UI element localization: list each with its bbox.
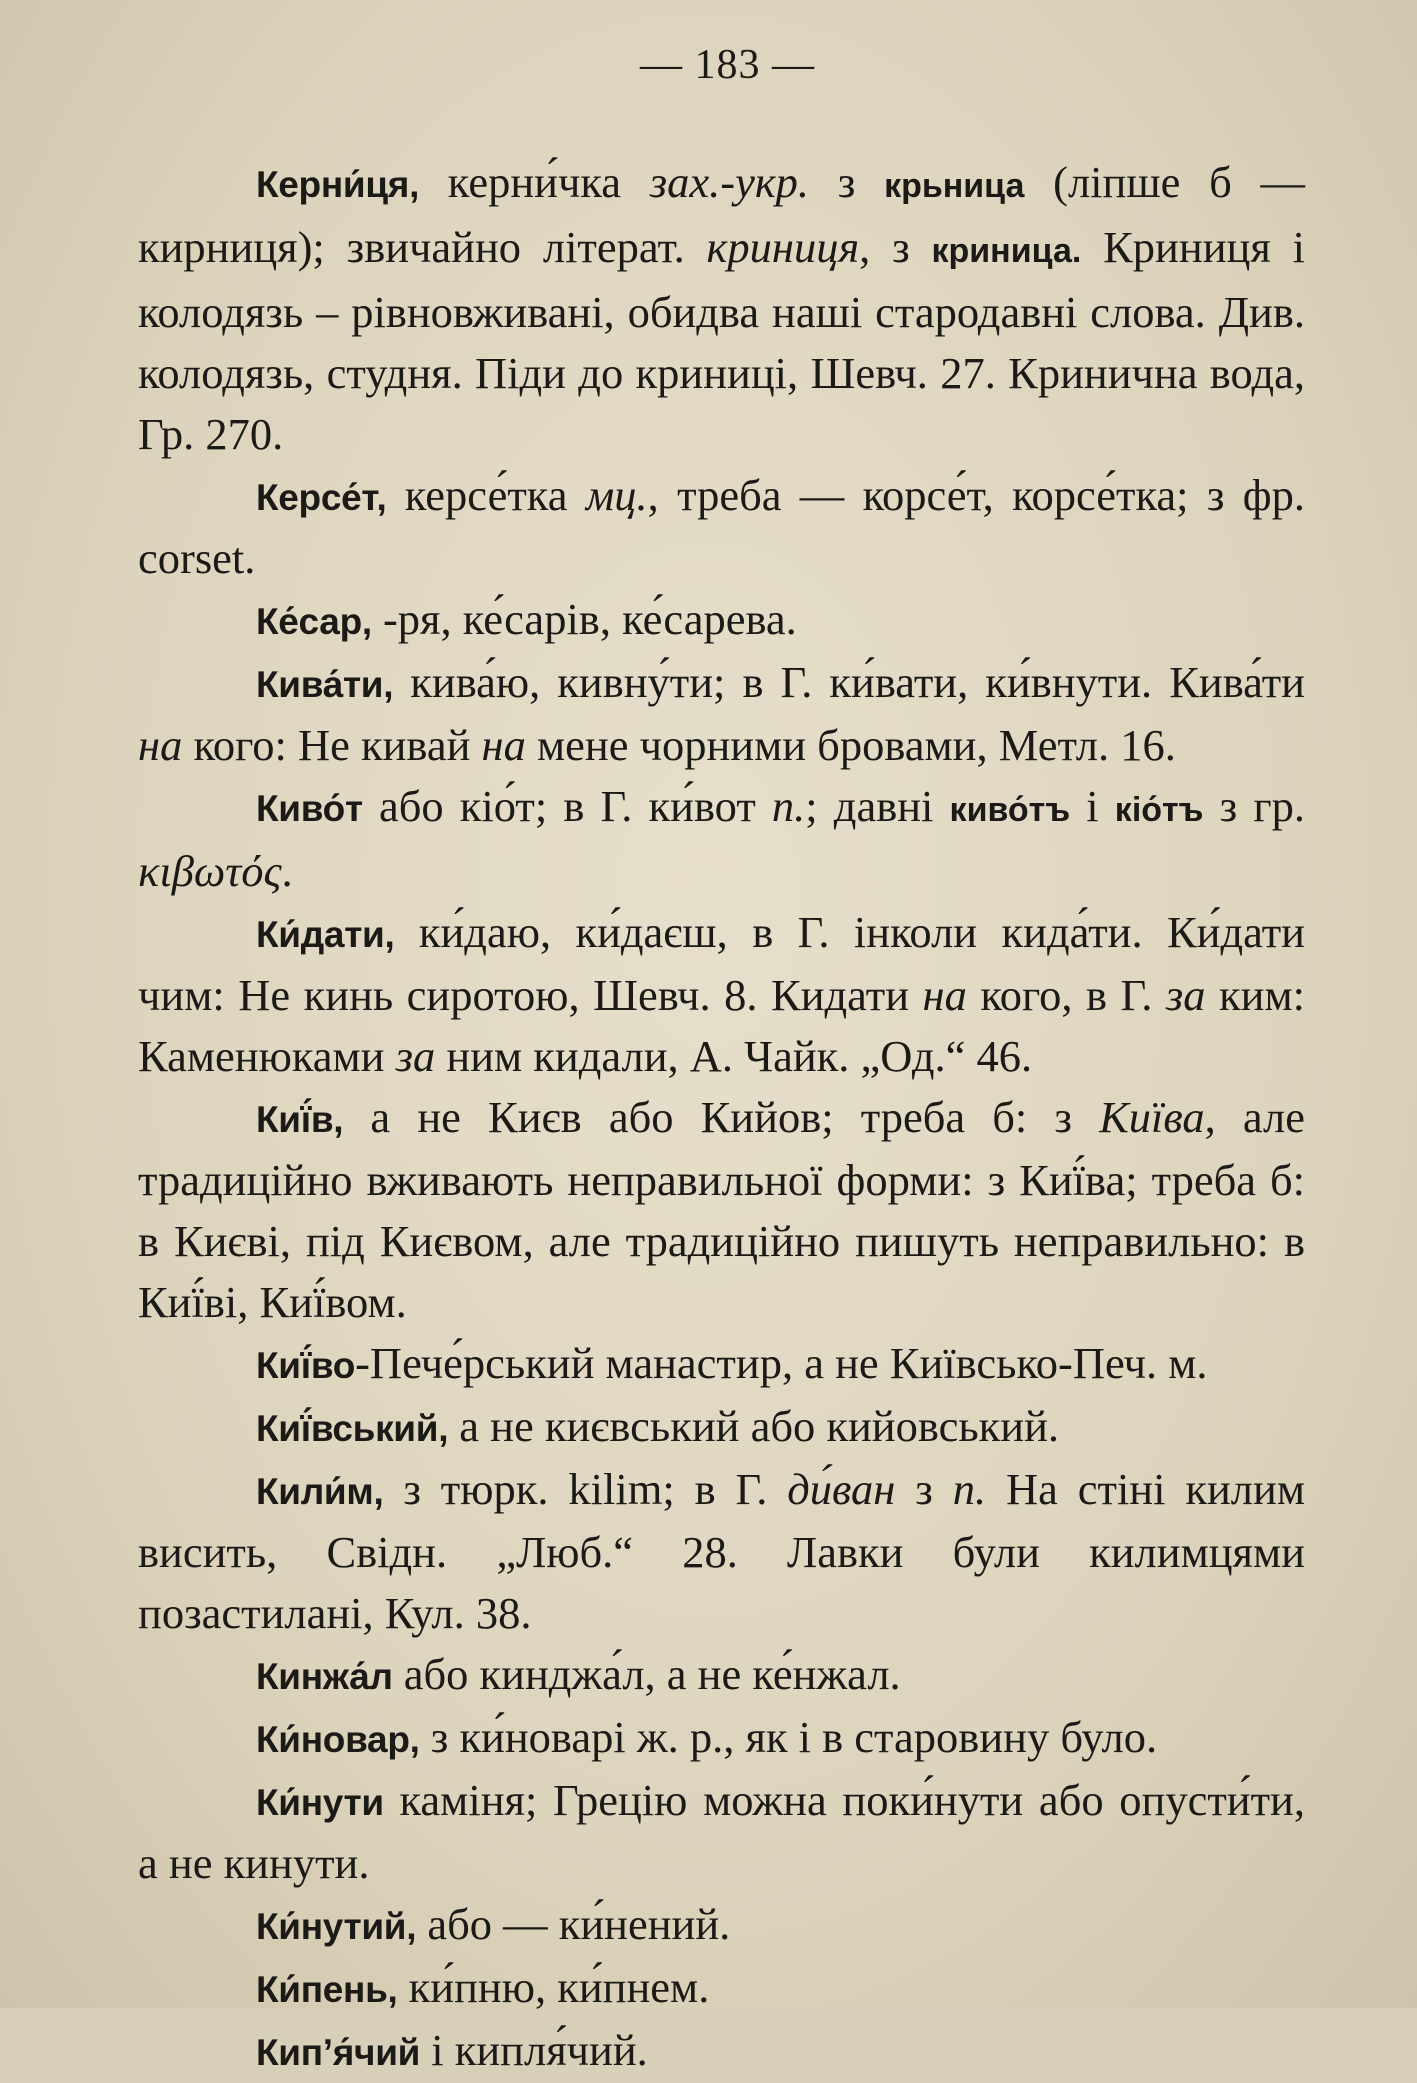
entry-kernytsia: Керни́ця, керни́чка зах.-укр. з крьница (ліпше б — кирниця); звичайно літерат. криниця, з криница. Криниця і колодязь – рівновживані, обидва наші стародавні слова. Див. колодязь, студня. Піди до криниці, Шевч. 27. Кринична вода, Гр. 270. [138, 157, 1305, 459]
entry-kypen: Ки́пень, ки́пню, ки́пнем. [256, 1962, 710, 2012]
old-form: крьница [884, 167, 1025, 205]
entry-kesar: Ке́сар, -ря, ке́сарів, ке́сарева. [256, 594, 797, 644]
headword: Ки́новар, [256, 1719, 420, 1760]
headword: Кили́м, [256, 1471, 384, 1512]
headword: Керсе́т, [256, 477, 387, 518]
entry-kynuty: Ки́нути каміня; Грецію можна поки́нути або опусти́ти, а не кинути. [138, 1775, 1305, 1888]
headword: Кип’я́чий [256, 2032, 421, 2073]
headword: Киї́в, [256, 1099, 344, 1140]
entry-kyvot: Киво́т або кіо́т; в Г. ки́вот п.; давні киво́тъ і кіо́тъ з гр. κιβωτός. [138, 781, 1305, 896]
headword: Киво́т [256, 788, 363, 829]
headword: Киї́вський, [256, 1408, 449, 1449]
headword: Кинжа́л [256, 1656, 393, 1697]
entry-kerset: Керсе́т, керсе́тка мц., треба — корсе́т, корсе́тка; з фр. corset. [138, 470, 1306, 583]
old-form: кіо́тъ [1114, 791, 1204, 829]
headword: Киї́во [256, 1345, 356, 1386]
headword: Ке́сар, [256, 601, 372, 642]
entry-kyivo-pecherskyi: Киї́во-Пече́рський манастир, а не Київсько-Печ. м. [256, 1338, 1208, 1388]
old-form: киво́тъ [949, 791, 1071, 829]
entry-kyiv: Киї́в, а не Києв або Кийов; треба б: з Київа, але традиційно вживають неправильної форми: з Киї́ва; треба б: в Києві, під Києвом, але традиційно пишуть неправильно: в Киї́ві, Киї́вом. [138, 1092, 1305, 1327]
entry-kyvaty: Кива́ти, кива́ю, кивну́ти; в Г. ки́вати, ки́внути. Кива́ти на кого: Не кивай на мене чорними бровами, Метл. 16. [138, 657, 1305, 770]
headword: Ки́дати, [256, 914, 395, 955]
headword: Ки́пень, [256, 1969, 398, 2010]
headword: Ки́нутий, [256, 1906, 417, 1947]
dictionary-entries [138, 152, 1305, 2083]
entry-kypiachyi: Кип’я́чий і кипля́чий. [256, 2025, 648, 2075]
entry-kydaty: Ки́дати, ки́даю, ки́даєш, в Г. інколи кида́ти. Ки́дати чим: Не кинь сиротою, Шевч. 8. Кидати на кого, в Г. за ким: Каменюками за ним кидали, А. Чайк. „Од.“ 46. [138, 907, 1305, 1081]
old-form: криница. [931, 232, 1082, 270]
headword: Керни́ця, [256, 164, 420, 205]
page-number: — 183 — [640, 42, 815, 88]
entry-kynovar: Ки́новар, з ки́новарі ж. р., як і в старовину було. [256, 1712, 1158, 1762]
entry-kynzhal: Кинжа́л або кинджа́л, а не ке́нжал. [256, 1649, 901, 1699]
entry-kynutyi: Ки́нутий, або — ки́нений. [256, 1899, 731, 1949]
headword: Ки́нути [256, 1782, 384, 1823]
entry-kylym: Кили́м, з тюрк. kilim; в Г. ди́ван з п. На стіні килим висить, Свідн. „Люб.“ 28. Лавки були килимцями позастилані, Кул. 38. [138, 1464, 1305, 1638]
entry-kyivskyi: Киї́вський, а не києвський або кийовський. [256, 1401, 1060, 1451]
headword: Кива́ти, [256, 664, 394, 705]
